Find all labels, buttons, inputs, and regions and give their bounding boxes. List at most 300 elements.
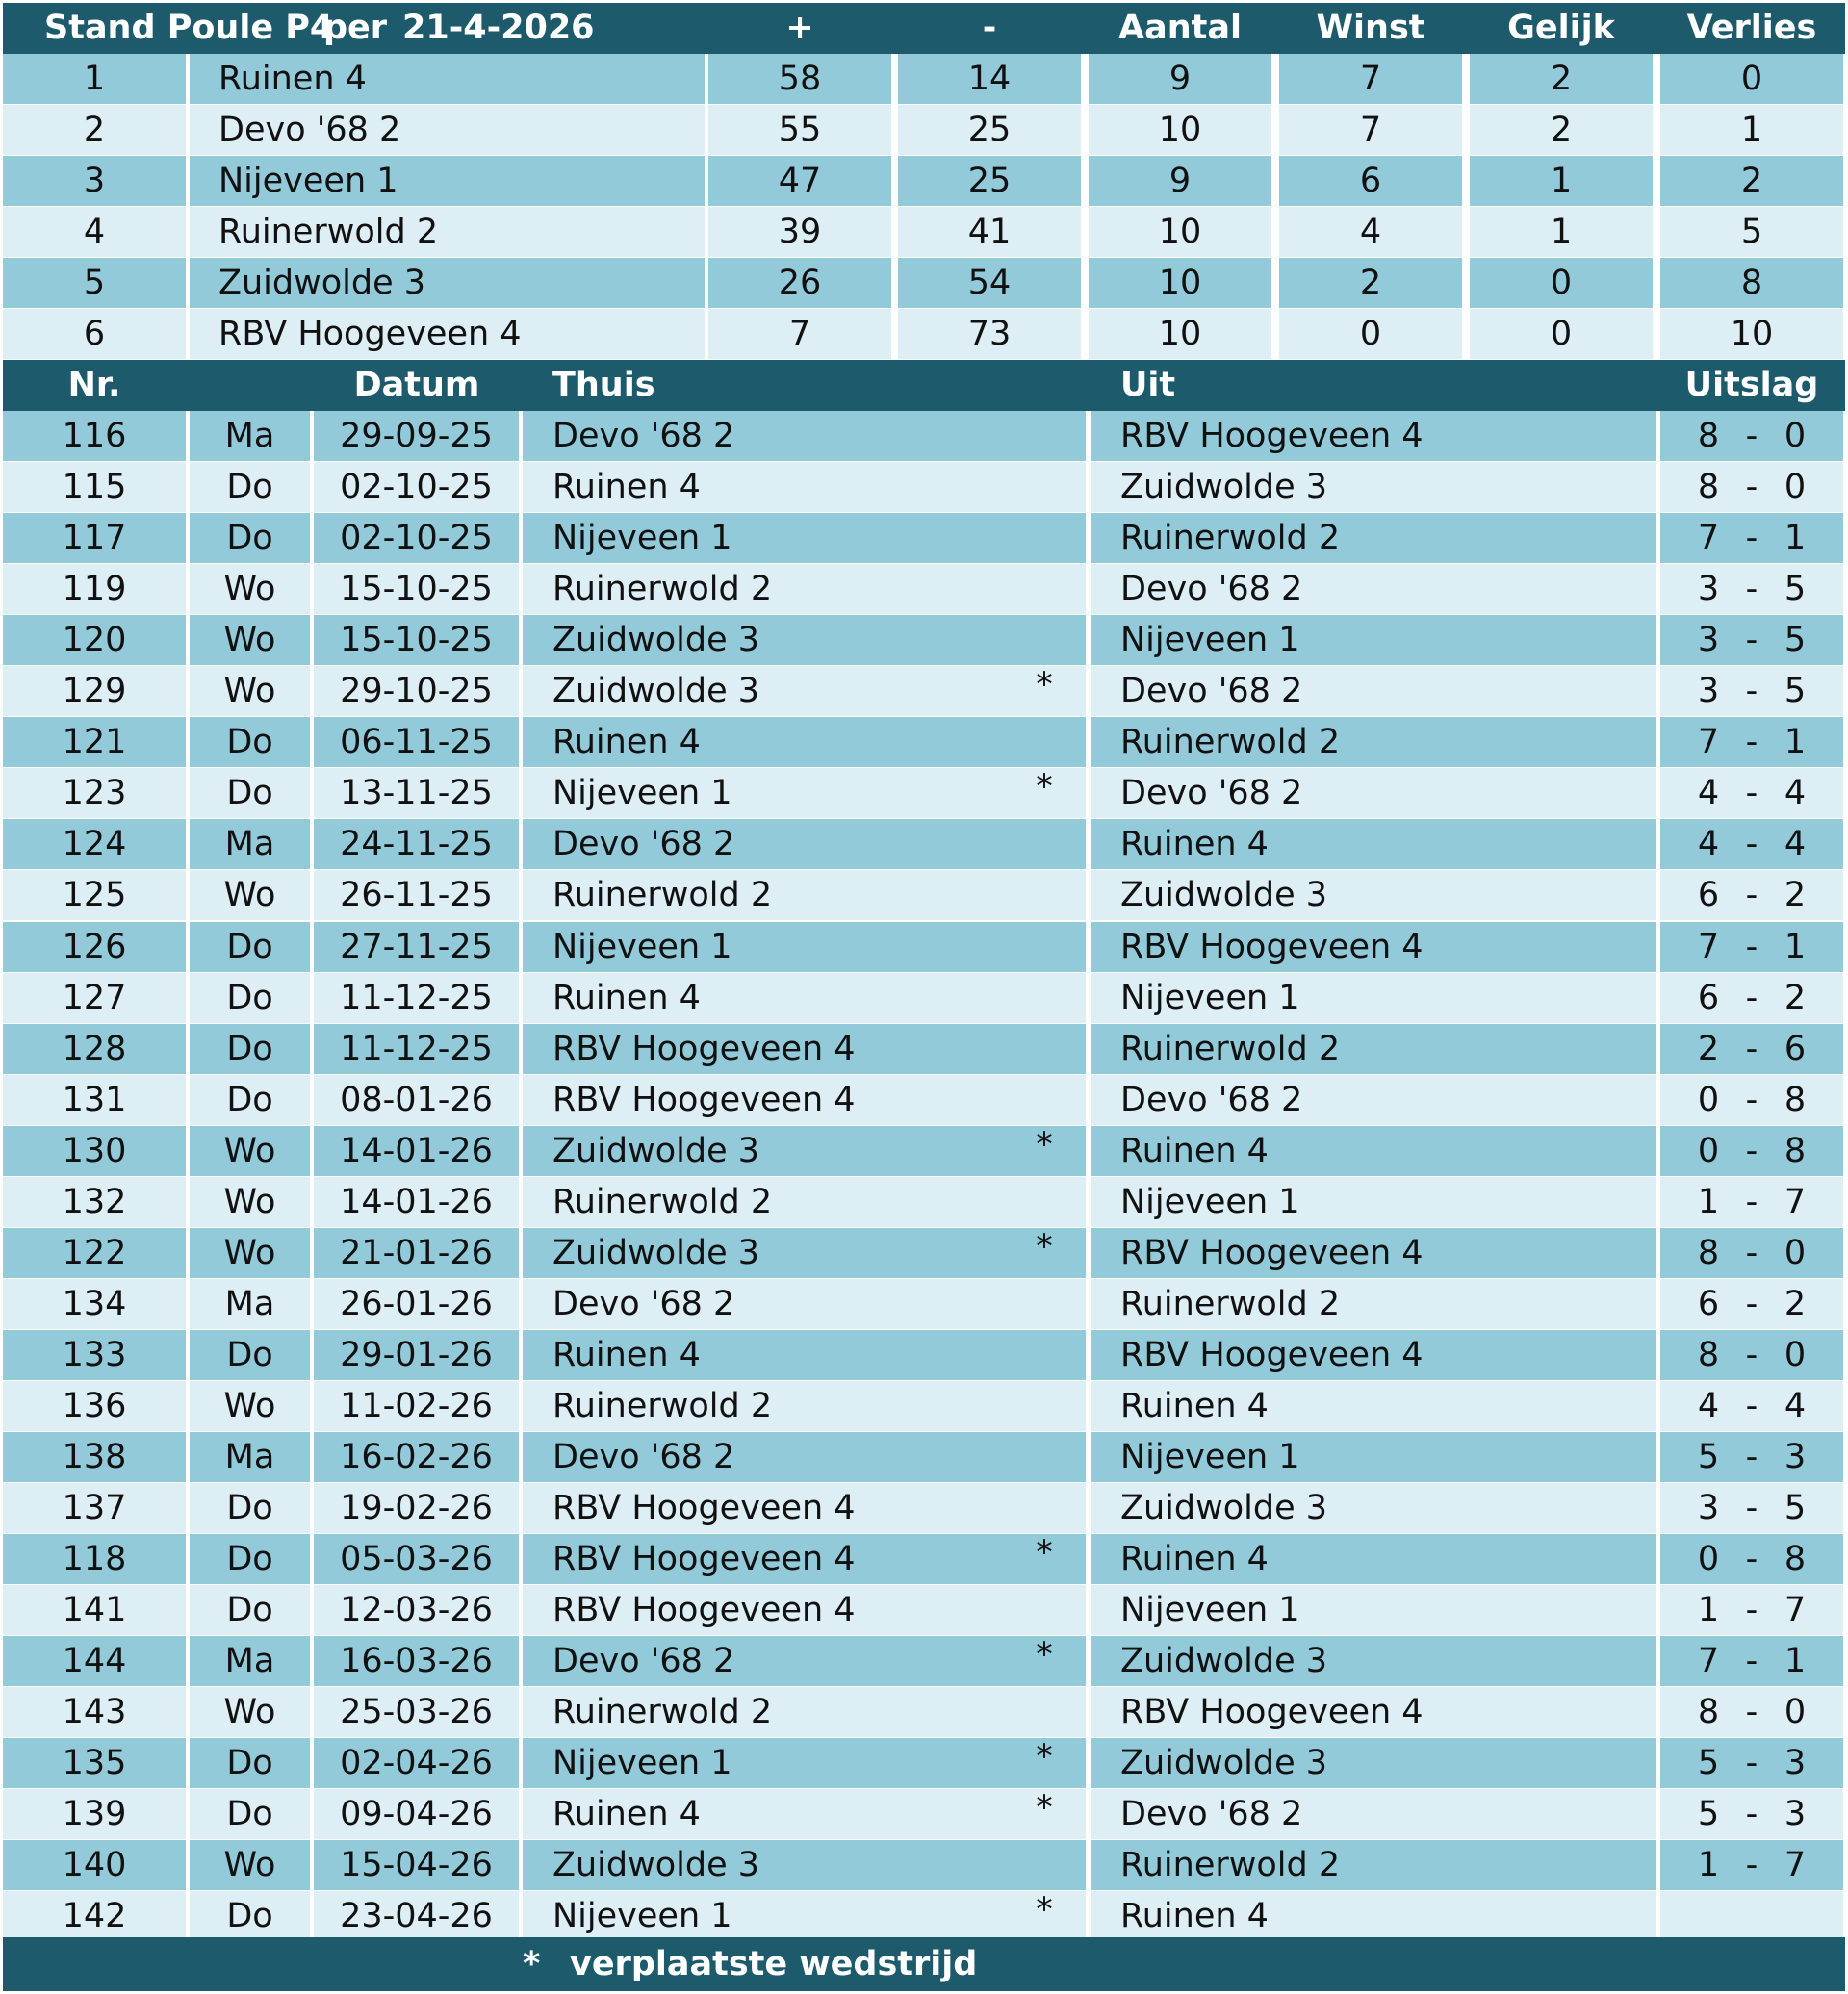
match-date: 05-03-26 <box>314 1534 519 1584</box>
match-score-separator: - <box>1745 468 1758 506</box>
match-score-away: 0 <box>1784 1693 1807 1731</box>
match-day: Wo <box>190 1381 310 1431</box>
match-nr: 133 <box>3 1330 186 1380</box>
match-nr: 140 <box>3 1840 186 1890</box>
match-nr: 131 <box>3 1075 186 1125</box>
match-date: 14-01-26 <box>314 1126 519 1176</box>
match-nr: 134 <box>3 1279 186 1329</box>
match-score-home: 0 <box>1697 1081 1720 1119</box>
standing-verlies: 2 <box>1660 156 1843 206</box>
standing-gelijk: 2 <box>1470 105 1653 155</box>
match-score-away: 0 <box>1784 468 1807 506</box>
match-score-home: 4 <box>1697 1387 1720 1425</box>
match-nr: 142 <box>3 1891 186 1941</box>
match-score-home: 2 <box>1697 1030 1720 1068</box>
match-home: Ruinen 4 <box>523 1330 1086 1380</box>
match-score-home: 7 <box>1697 928 1720 966</box>
match-away: Zuidwolde 3 <box>1091 462 1656 512</box>
standing-plus: 47 <box>708 156 891 206</box>
match-score-away: 4 <box>1784 825 1807 863</box>
standing-rank: 2 <box>3 105 186 155</box>
standing-winst: 7 <box>1279 105 1462 155</box>
match-row <box>3 564 1845 615</box>
col-header-gelijk: Gelijk <box>1507 9 1615 47</box>
match-score-separator: - <box>1745 1693 1758 1731</box>
standing-winst: 4 <box>1279 207 1462 257</box>
match-row <box>3 1789 1845 1840</box>
match-score <box>1660 1228 1843 1278</box>
match-score-home: 8 <box>1697 417 1720 455</box>
standing-plus: 26 <box>708 258 891 308</box>
match-score-separator: - <box>1745 1183 1758 1221</box>
match-away: Ruinen 4 <box>1091 1891 1656 1941</box>
standing-minus: 25 <box>898 156 1081 206</box>
standing-row <box>3 207 1845 258</box>
col-header-verlies: Verlies <box>1686 9 1817 47</box>
standing-plus: 7 <box>708 309 891 359</box>
standing-rank: 1 <box>3 54 186 104</box>
standing-rank: 4 <box>3 207 186 257</box>
match-away: Nijeveen 1 <box>1091 1585 1656 1635</box>
match-home: Nijeveen 1 <box>523 768 1086 818</box>
match-nr: 117 <box>3 513 186 563</box>
match-score <box>1660 666 1843 716</box>
col-header-datum: Datum <box>353 366 480 404</box>
match-score-separator: - <box>1745 1540 1758 1578</box>
match-score <box>1660 922 1843 972</box>
standing-verlies: 5 <box>1660 207 1843 257</box>
match-date: 27-11-25 <box>314 922 519 972</box>
standing-rank: 3 <box>3 156 186 206</box>
match-date: 11-02-26 <box>314 1381 519 1431</box>
matches-header-row <box>3 360 1845 411</box>
match-score-away: 7 <box>1784 1183 1807 1221</box>
match-nr: 125 <box>3 870 186 920</box>
standing-plus: 39 <box>708 207 891 257</box>
match-score <box>1660 1738 1843 1788</box>
match-score-separator: - <box>1745 1387 1758 1425</box>
match-home: RBV Hoogeveen 4 <box>523 1534 1086 1584</box>
match-score-away: 4 <box>1784 774 1807 812</box>
standing-row <box>3 156 1845 207</box>
match-date: 29-01-26 <box>314 1330 519 1380</box>
match-score <box>1660 1483 1843 1533</box>
match-score-away: 2 <box>1784 876 1807 914</box>
match-row <box>3 768 1845 819</box>
match-home: Devo '68 2 <box>523 411 1086 461</box>
standing-plus: 58 <box>708 54 891 104</box>
match-home: Ruinen 4 <box>523 1789 1086 1839</box>
match-score <box>1660 768 1843 818</box>
match-date: 24-11-25 <box>314 819 519 869</box>
match-away: Ruinerwold 2 <box>1091 513 1656 563</box>
match-day: Wo <box>190 1840 310 1890</box>
match-day: Do <box>190 973 310 1023</box>
match-date: 29-09-25 <box>314 411 519 461</box>
match-nr: 120 <box>3 615 186 665</box>
match-away: RBV Hoogeveen 4 <box>1091 922 1656 972</box>
match-away: Zuidwolde 3 <box>1091 1738 1656 1788</box>
match-day: Do <box>190 1534 310 1584</box>
standing-row <box>3 105 1845 156</box>
match-score-separator: - <box>1745 621 1758 659</box>
match-score-away: 0 <box>1784 1336 1807 1374</box>
match-row <box>3 717 1845 768</box>
match-score-separator: - <box>1745 1030 1758 1068</box>
moved-match-marker: * <box>1036 666 1053 704</box>
match-score <box>1660 1024 1843 1074</box>
match-home: Ruinen 4 <box>523 462 1086 512</box>
col-header-minus: - <box>982 9 997 47</box>
match-home: RBV Hoogeveen 4 <box>523 1075 1086 1125</box>
standing-aantal: 10 <box>1089 105 1271 155</box>
match-day: Wo <box>190 1177 310 1227</box>
match-nr: 116 <box>3 411 186 461</box>
match-home: Ruinerwold 2 <box>523 564 1086 614</box>
match-score <box>1660 819 1843 869</box>
match-score-home: 4 <box>1697 825 1720 863</box>
footnote-symbol: * <box>523 1945 541 1983</box>
match-home: Zuidwolde 3 <box>523 1228 1086 1278</box>
match-score <box>1660 513 1843 563</box>
standing-gelijk: 0 <box>1470 309 1653 359</box>
match-away: Zuidwolde 3 <box>1091 1636 1656 1686</box>
moved-match-marker: * <box>1036 1534 1053 1572</box>
match-row <box>3 1381 1845 1432</box>
match-nr: 139 <box>3 1789 186 1839</box>
standing-team: RBV Hoogeveen 4 <box>190 309 705 359</box>
match-home: RBV Hoogeveen 4 <box>523 1483 1086 1533</box>
standing-team: Zuidwolde 3 <box>190 258 705 308</box>
standing-team: Nijeveen 1 <box>190 156 705 206</box>
match-nr: 121 <box>3 717 186 767</box>
match-day: Do <box>190 1891 310 1941</box>
match-score <box>1660 973 1843 1023</box>
match-away: Zuidwolde 3 <box>1091 1483 1656 1533</box>
match-date: 15-10-25 <box>314 615 519 665</box>
match-date: 16-03-26 <box>314 1636 519 1686</box>
match-nr: 141 <box>3 1585 186 1635</box>
match-day: Ma <box>190 819 310 869</box>
match-score-away: 3 <box>1784 1438 1807 1476</box>
match-day: Do <box>190 768 310 818</box>
match-score <box>1660 615 1843 665</box>
match-score-away: 6 <box>1784 1030 1807 1068</box>
standing-verlies: 10 <box>1660 309 1843 359</box>
match-home: RBV Hoogeveen 4 <box>523 1024 1086 1074</box>
match-score-home: 7 <box>1697 519 1720 557</box>
match-away: Devo '68 2 <box>1091 768 1656 818</box>
match-score <box>1660 1891 1843 1941</box>
match-day: Do <box>190 1483 310 1533</box>
match-date: 14-01-26 <box>314 1177 519 1227</box>
match-day: Ma <box>190 1279 310 1329</box>
standing-plus: 55 <box>708 105 891 155</box>
match-score-home: 5 <box>1697 1795 1720 1833</box>
match-row <box>3 615 1845 666</box>
standing-verlies: 1 <box>1660 105 1843 155</box>
match-away: Devo '68 2 <box>1091 1075 1656 1125</box>
match-home: Zuidwolde 3 <box>523 615 1086 665</box>
match-score-home: 7 <box>1697 1642 1720 1680</box>
match-row <box>3 1891 1845 1942</box>
match-home: Ruinerwold 2 <box>523 1381 1086 1431</box>
match-day: Do <box>190 513 310 563</box>
match-day: Do <box>190 1330 310 1380</box>
match-score-home: 8 <box>1697 468 1720 506</box>
match-date: 21-01-26 <box>314 1228 519 1278</box>
match-nr: 130 <box>3 1126 186 1176</box>
match-row <box>3 666 1845 717</box>
match-score <box>1660 1330 1843 1380</box>
match-row <box>3 870 1845 921</box>
standing-team: Ruinerwold 2 <box>190 207 705 257</box>
match-score <box>1660 1126 1843 1176</box>
match-score-separator: - <box>1745 1438 1758 1476</box>
match-score-home: 3 <box>1697 672 1720 710</box>
match-score-separator: - <box>1745 1795 1758 1833</box>
moved-match-marker: * <box>1036 1228 1053 1266</box>
col-header-uit: Uit <box>1120 366 1176 404</box>
match-score-separator: - <box>1745 1744 1758 1782</box>
match-score-away: 5 <box>1784 1489 1807 1527</box>
match-home: Devo '68 2 <box>523 1279 1086 1329</box>
match-home: Ruinen 4 <box>523 717 1086 767</box>
match-row <box>3 1483 1845 1534</box>
match-nr: 143 <box>3 1687 186 1737</box>
standing-gelijk: 2 <box>1470 54 1653 104</box>
match-score-home: 8 <box>1697 1234 1720 1272</box>
col-header-plus: + <box>785 9 814 47</box>
match-score-home: 1 <box>1697 1846 1720 1884</box>
match-score <box>1660 1075 1843 1125</box>
standing-minus: 25 <box>898 105 1081 155</box>
match-away: Ruinen 4 <box>1091 1126 1656 1176</box>
match-date: 13-11-25 <box>314 768 519 818</box>
match-day: Ma <box>190 411 310 461</box>
match-score-home: 5 <box>1697 1438 1720 1476</box>
match-score-away: 8 <box>1784 1081 1807 1119</box>
match-score-away: 0 <box>1784 417 1807 455</box>
match-score <box>1660 1432 1843 1482</box>
match-away: Nijeveen 1 <box>1091 1432 1656 1482</box>
match-day: Wo <box>190 666 310 716</box>
match-score <box>1660 870 1843 920</box>
match-score-separator: - <box>1745 1846 1758 1884</box>
match-home: Zuidwolde 3 <box>523 1840 1086 1890</box>
match-date: 09-04-26 <box>314 1789 519 1839</box>
moved-match-marker: * <box>1036 1636 1053 1674</box>
match-home: Devo '68 2 <box>523 1432 1086 1482</box>
match-score-separator: - <box>1745 1336 1758 1374</box>
match-day: Do <box>190 1789 310 1839</box>
match-score-away: 4 <box>1784 1387 1807 1425</box>
match-home: Ruinerwold 2 <box>523 1687 1086 1737</box>
match-away: RBV Hoogeveen 4 <box>1091 411 1656 461</box>
match-score <box>1660 462 1843 512</box>
match-score-away: 3 <box>1784 1744 1807 1782</box>
match-date: 19-02-26 <box>314 1483 519 1533</box>
match-date: 15-04-26 <box>314 1840 519 1890</box>
match-row <box>3 973 1845 1024</box>
match-nr: 126 <box>3 922 186 972</box>
standing-rank: 5 <box>3 258 186 308</box>
standing-winst: 0 <box>1279 309 1462 359</box>
match-score-away: 8 <box>1784 1132 1807 1170</box>
match-home: Devo '68 2 <box>523 819 1086 869</box>
match-nr: 144 <box>3 1636 186 1686</box>
match-score-home: 3 <box>1697 570 1720 608</box>
standing-aantal: 9 <box>1089 54 1271 104</box>
match-row <box>3 1840 1845 1891</box>
standing-gelijk: 1 <box>1470 156 1653 206</box>
moved-match-marker: * <box>1036 1789 1053 1828</box>
standing-row <box>3 54 1845 105</box>
match-nr: 135 <box>3 1738 186 1788</box>
match-score-separator: - <box>1745 519 1758 557</box>
match-score <box>1660 1585 1843 1635</box>
match-score-separator: - <box>1745 672 1758 710</box>
col-header-uitslag: Uitslag <box>1684 366 1819 404</box>
match-score <box>1660 1840 1843 1890</box>
match-score <box>1660 1534 1843 1584</box>
match-score <box>1660 1381 1843 1431</box>
match-score-away: 5 <box>1784 672 1807 710</box>
match-score-separator: - <box>1745 876 1758 914</box>
match-day: Wo <box>190 1126 310 1176</box>
match-date: 26-11-25 <box>314 870 519 920</box>
match-date: 16-02-26 <box>314 1432 519 1482</box>
match-score-separator: - <box>1745 928 1758 966</box>
match-nr: 122 <box>3 1228 186 1278</box>
standing-aantal: 9 <box>1089 156 1271 206</box>
match-score <box>1660 1687 1843 1737</box>
match-score-away: 3 <box>1784 1795 1807 1833</box>
match-date: 02-10-25 <box>314 462 519 512</box>
match-date: 25-03-26 <box>314 1687 519 1737</box>
standings-per-label: per <box>323 9 388 47</box>
match-date: 26-01-26 <box>314 1279 519 1329</box>
match-nr: 129 <box>3 666 186 716</box>
standing-row <box>3 258 1845 309</box>
match-row <box>3 1279 1845 1330</box>
match-day: Do <box>190 1024 310 1074</box>
match-home: Zuidwolde 3 <box>523 666 1086 716</box>
match-day: Do <box>190 1585 310 1635</box>
match-score-home: 0 <box>1697 1540 1720 1578</box>
standing-aantal: 10 <box>1089 207 1271 257</box>
standing-winst: 2 <box>1279 258 1462 308</box>
match-away: Ruinerwold 2 <box>1091 1279 1656 1329</box>
match-score-home: 4 <box>1697 774 1720 812</box>
match-score-separator: - <box>1745 1132 1758 1170</box>
match-row <box>3 1228 1845 1279</box>
match-score-away: 7 <box>1784 1846 1807 1884</box>
match-row <box>3 1126 1845 1177</box>
match-score-home: 8 <box>1697 1693 1720 1731</box>
standing-aantal: 10 <box>1089 258 1271 308</box>
match-score <box>1660 564 1843 614</box>
match-score-away: 1 <box>1784 723 1807 761</box>
match-row <box>3 1585 1845 1636</box>
match-score-separator: - <box>1745 1489 1758 1527</box>
match-nr: 118 <box>3 1534 186 1584</box>
match-nr: 115 <box>3 462 186 512</box>
match-row <box>3 1687 1845 1738</box>
match-score-away: 1 <box>1784 519 1807 557</box>
match-score-away: 5 <box>1784 621 1807 659</box>
match-away: Devo '68 2 <box>1091 1789 1656 1839</box>
match-day: Wo <box>190 615 310 665</box>
standing-gelijk: 0 <box>1470 258 1653 308</box>
match-home: Nijeveen 1 <box>523 1738 1086 1788</box>
match-date: 29-10-25 <box>314 666 519 716</box>
match-score-separator: - <box>1745 979 1758 1017</box>
match-date: 11-12-25 <box>314 973 519 1023</box>
standing-row <box>3 309 1845 360</box>
match-row <box>3 1432 1845 1483</box>
standing-verlies: 8 <box>1660 258 1843 308</box>
match-away: RBV Hoogeveen 4 <box>1091 1228 1656 1278</box>
matches-header-bg <box>3 360 1845 411</box>
match-day: Ma <box>190 1432 310 1482</box>
match-score-home: 6 <box>1697 876 1720 914</box>
match-nr: 123 <box>3 768 186 818</box>
match-away: Ruinerwold 2 <box>1091 1024 1656 1074</box>
match-score-away: 7 <box>1784 1591 1807 1629</box>
match-score-home: 1 <box>1697 1591 1720 1629</box>
col-header-thuis: Thuis <box>552 366 655 404</box>
moved-match-marker: * <box>1036 1126 1053 1164</box>
col-header-aantal: Aantal <box>1118 9 1242 47</box>
match-score-home: 8 <box>1697 1336 1720 1374</box>
standing-minus: 41 <box>898 207 1081 257</box>
match-date: 11-12-25 <box>314 1024 519 1074</box>
match-home: Ruinerwold 2 <box>523 1177 1086 1227</box>
match-row <box>3 1330 1845 1381</box>
match-score-away: 0 <box>1784 1234 1807 1272</box>
match-day: Do <box>190 1075 310 1125</box>
match-score-home: 6 <box>1697 1285 1720 1323</box>
moved-match-marker: * <box>1036 768 1053 806</box>
match-date: 06-11-25 <box>314 717 519 767</box>
match-score-home: 5 <box>1697 1744 1720 1782</box>
match-score <box>1660 717 1843 767</box>
match-row <box>3 1738 1845 1789</box>
match-day: Wo <box>190 1228 310 1278</box>
match-home: RBV Hoogeveen 4 <box>523 1585 1086 1635</box>
match-day: Do <box>190 922 310 972</box>
col-header-nr: Nr. <box>67 366 121 404</box>
match-score-separator: - <box>1745 825 1758 863</box>
standing-minus: 14 <box>898 54 1081 104</box>
standing-aantal: 10 <box>1089 309 1271 359</box>
match-score-home: 0 <box>1697 1132 1720 1170</box>
match-score <box>1660 1789 1843 1839</box>
match-row <box>3 1534 1845 1585</box>
match-score-away: 2 <box>1784 1285 1807 1323</box>
match-day: Do <box>190 717 310 767</box>
match-score-separator: - <box>1745 570 1758 608</box>
match-home: Zuidwolde 3 <box>523 1126 1086 1176</box>
standing-winst: 7 <box>1279 54 1462 104</box>
match-day: Wo <box>190 1687 310 1737</box>
standing-verlies: 0 <box>1660 54 1843 104</box>
match-date: 23-04-26 <box>314 1891 519 1941</box>
match-away: Devo '68 2 <box>1091 666 1656 716</box>
match-nr: 124 <box>3 819 186 869</box>
match-nr: 137 <box>3 1483 186 1533</box>
